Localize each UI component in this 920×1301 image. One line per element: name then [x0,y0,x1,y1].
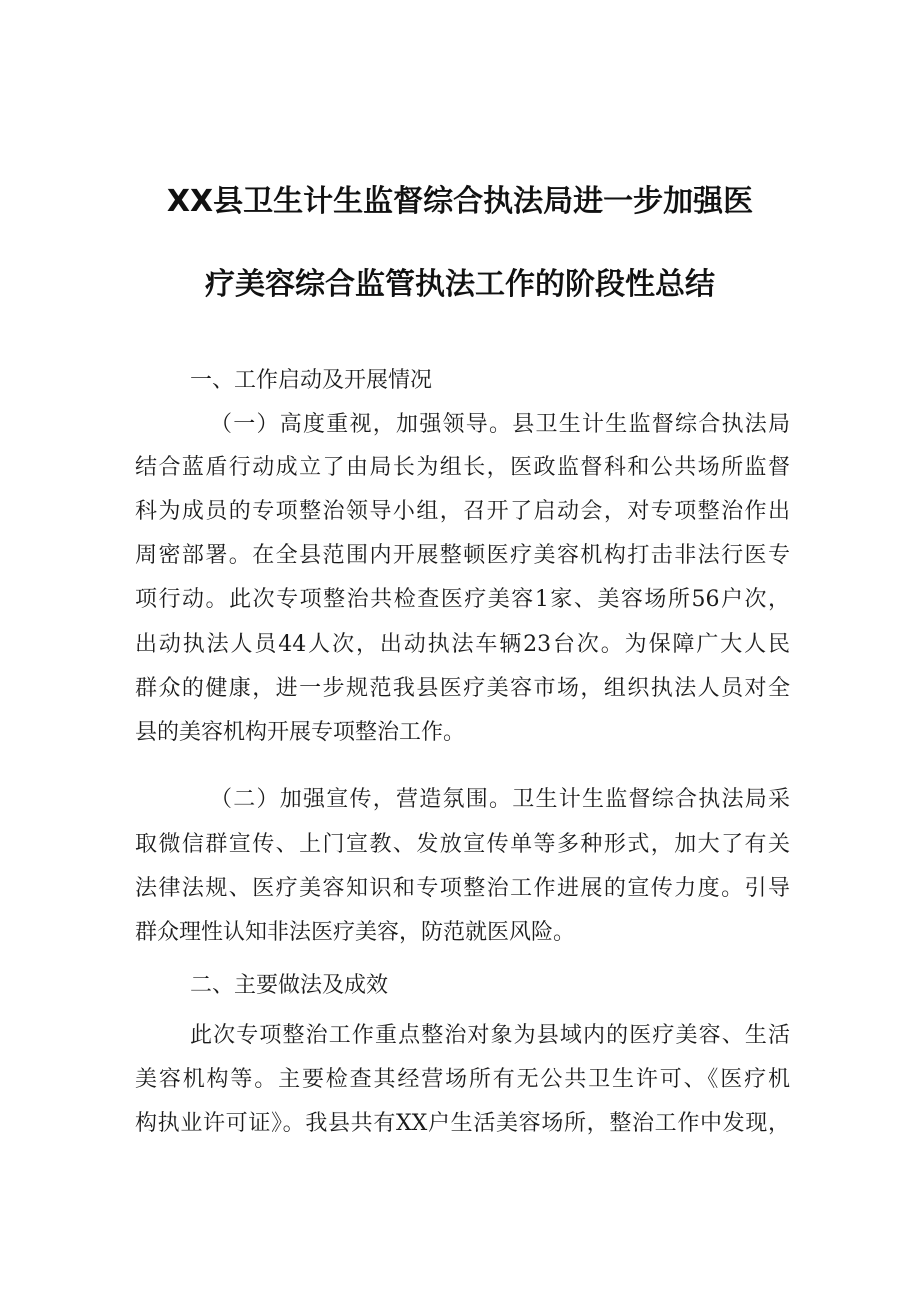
paragraph-line: 科为成员的专项整治领导小组，召开了启动会，对专项整治作出 [135,499,790,524]
paragraph-line: 法律法规、医疗美容知识和专项整治工作进展的宣传力度。引导 [135,876,790,901]
paragraph-line: 周密部署。在全县范围内开展整顿医疗美容机构打击非法行医专 [135,543,790,568]
section-heading-2: 二、主要做法及成效 [190,973,389,998]
document-title-line-1: XX县卫生计生监督综合执法局进一步加强医 [166,184,754,219]
paragraph-line: （二）加强宣传，营造氛围。卫生计生监督综合执法局采 [210,787,790,812]
paragraph-line: 县的美容机构开展专项整治工作。 [135,720,466,745]
paragraph-line: 构执业许可证》。我县共有XX户生活美容场所，整治工作中发现， [135,1111,790,1136]
paragraph-line: 项行动。此次专项整治共检查医疗美容1家、美容场所56户次， [135,587,790,612]
document-title-line-2: 疗美容综合监管执法工作的阶段性总结 [205,267,715,302]
paragraph-line: （一）高度重视，加强领导。县卫生计生监督综合执法局 [210,412,790,437]
paragraph-line: 结合蓝盾行动成立了由局长为组长，医政监督科和公共场所监督 [135,455,790,480]
paragraph-line: 此次专项整治工作重点整治对象为县域内的医疗美容、生活 [190,1023,790,1048]
paragraph-line: 美容机构等。主要检查其经营场所有无公共卫生许可、《医疗机 [135,1067,790,1092]
paragraph-line: 出动执法人员44人次，出动执法车辆23台次。为保障广大人民 [135,632,790,657]
paragraph-line: 取微信群宣传、上门宣教、发放宣传单等多种形式，加大了有关 [135,832,790,857]
section-heading-1: 一、工作启动及开展情况 [190,368,433,393]
paragraph-line: 群众理性认知非法医疗美容，防范就医风险。 [135,920,576,945]
paragraph-line: 群众的健康，进一步规范我县医疗美容市场，组织执法人员对全 [135,676,790,701]
